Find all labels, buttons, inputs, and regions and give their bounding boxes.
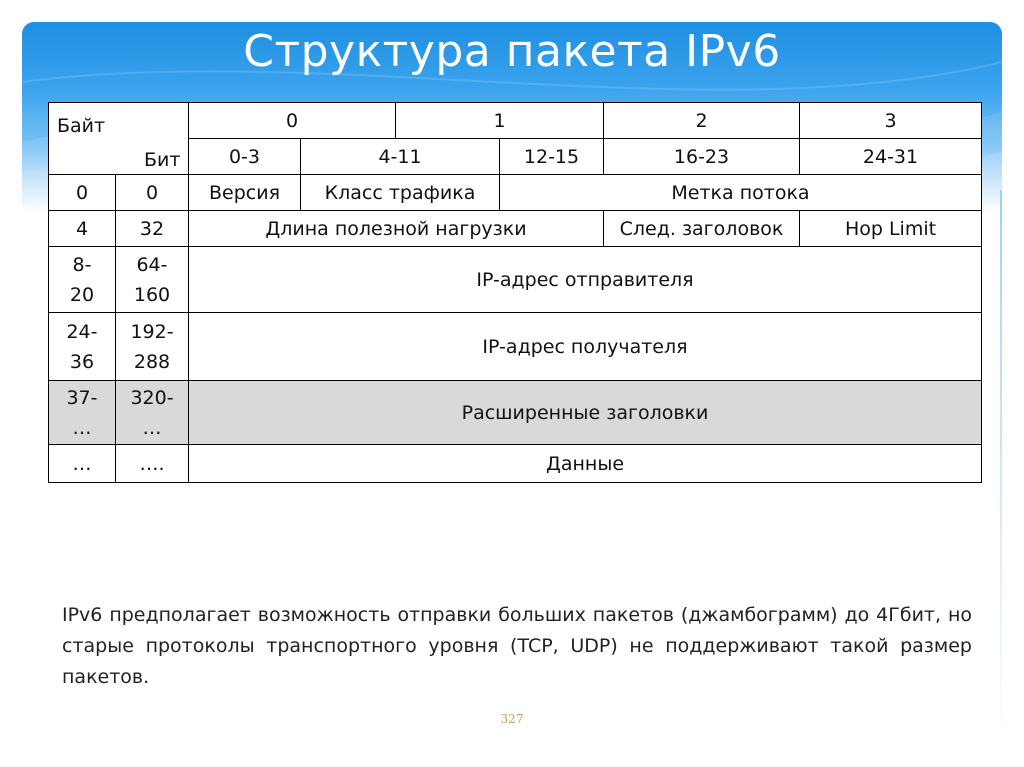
row-bit-offset: 192- 288 bbox=[116, 313, 189, 381]
byte-bit-corner-cell bbox=[49, 103, 189, 175]
row-byte-offset: 4 bbox=[49, 211, 116, 247]
bit-range-2: 12-15 bbox=[500, 139, 604, 175]
field-payload-length: Длина полезной нагрузки bbox=[189, 211, 604, 247]
field-traffic-class: Класс трафика bbox=[301, 175, 500, 211]
table-row bbox=[49, 175, 982, 211]
table-row bbox=[49, 247, 982, 313]
byte-3-header: 3 bbox=[800, 103, 982, 139]
field-destination-address: IP-адрес получателя bbox=[189, 313, 982, 381]
field-source-address: IP-адрес отправителя bbox=[189, 247, 982, 313]
bit-label: Бит bbox=[144, 149, 181, 171]
table-row bbox=[49, 211, 982, 247]
ipv6-header-table bbox=[48, 102, 982, 483]
row-byte-offset: 0 bbox=[49, 175, 116, 211]
bit-range-0: 0-3 bbox=[189, 139, 301, 175]
table-row-bytes bbox=[49, 103, 982, 139]
page-number: 327 bbox=[500, 712, 524, 726]
slide-title: Структура пакета IPv6 bbox=[243, 26, 781, 77]
field-next-header: След. заголовок bbox=[604, 211, 800, 247]
byte-label: Байт bbox=[57, 115, 106, 137]
bit-range-4: 24-31 bbox=[800, 139, 982, 175]
row-byte-offset: … bbox=[49, 445, 116, 483]
field-flow-label: Метка потока bbox=[500, 175, 982, 211]
field-data: Данные bbox=[189, 445, 982, 483]
field-version: Версия bbox=[189, 175, 301, 211]
table-row bbox=[49, 381, 982, 445]
field-hop-limit: Hop Limit bbox=[800, 211, 982, 247]
bit-range-1: 4-11 bbox=[301, 139, 500, 175]
row-byte-offset: 8- 20 bbox=[49, 247, 116, 313]
byte-0-header: 0 bbox=[189, 103, 396, 139]
description-paragraph: IPv6 предполагает возможность отправки больших пакетов (джамбограмм) до 4Гбит, но старые протоколы транспортного уровня (TCP, UDP) не поддерживают такой размер пакетов. bbox=[62, 604, 972, 688]
row-bit-offset: 320- … bbox=[116, 381, 189, 445]
row-bit-offset: 64- 160 bbox=[116, 247, 189, 313]
table-row bbox=[49, 313, 982, 381]
row-bit-offset: 32 bbox=[116, 211, 189, 247]
row-bit-offset: …. bbox=[116, 445, 189, 483]
byte-1-header: 1 bbox=[396, 103, 604, 139]
row-byte-offset: 37- … bbox=[49, 381, 116, 445]
field-extension-headers: Расширенные заголовки bbox=[189, 381, 982, 445]
row-bit-offset: 0 bbox=[116, 175, 189, 211]
byte-2-header: 2 bbox=[604, 103, 800, 139]
bit-range-3: 16-23 bbox=[604, 139, 800, 175]
frame-edge bbox=[1000, 190, 1002, 750]
row-byte-offset: 24- 36 bbox=[49, 313, 116, 381]
table-row bbox=[49, 445, 982, 483]
